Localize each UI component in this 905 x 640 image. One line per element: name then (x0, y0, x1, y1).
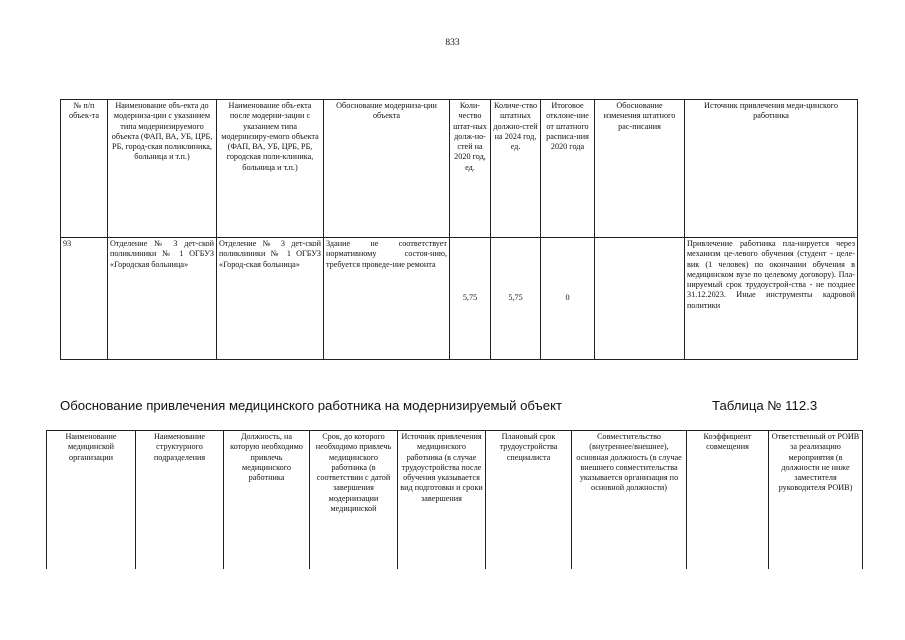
object-before: Отделение № 3 дет-ской поликлиники № 1 ОГБУЗ «Городская больница» (108, 238, 217, 360)
table-header-row (47, 431, 863, 569)
header-cell: Ответственный от РОИВ за реализацию мероприятия (в должности не ниже заместителя руководителя РОИВ) (769, 431, 863, 569)
modernization-reason: Здание не соответствует нормативному состоя-нию, требуется проведе-ние ремонта (324, 238, 450, 360)
object-number: 93 (61, 238, 108, 360)
header-cell: Источник привлечения медицинского работника (в случае трудоустройства после обучения указывается вид подготовки и сроки завершения (398, 431, 486, 569)
staff-2020: 5,75 (450, 238, 491, 360)
header-cell: Совместительство (внутреннее/внешнее), основная должность (в случае внешнего совместительства указывается организация по основной должности) (572, 431, 687, 569)
header-cell: Наименование структурного подразделения (136, 431, 224, 569)
table-row (61, 238, 858, 360)
table-label: Таблица № 112.3 (712, 398, 818, 413)
header-cell: Итоговое отклоне-ние от штатного расписа-ния 2020 года (541, 100, 595, 238)
header-cell: Обоснование изменения штатного рас-писания (595, 100, 685, 238)
header-cell: Должность, на которую необходимо привлечь медицинского работника (224, 431, 310, 569)
header-cell: Обоснование модерниза-ции объекта (324, 100, 450, 238)
recruitment-table (46, 430, 863, 569)
header-cell: Наименование объ-екта после модерни-зации с указанием типа модернизиру-емого объекта (ФАП, ВА, УБ, ЦРБ, РБ, городская поли-клиника, больница и т.п.) (217, 100, 324, 238)
header-cell: Коэффициент совмещения (687, 431, 769, 569)
table-header-row (61, 100, 858, 238)
header-cell: Наименование медицинской организации (47, 431, 136, 569)
staff-2024: 5,75 (491, 238, 541, 360)
change-reason (595, 238, 685, 360)
header-cell: Срок, до которого необходимо привлечь медицинского работника (в соответствии с датой завершения модернизации медицинской (310, 431, 398, 569)
header-cell: № п/п объек-та (61, 100, 108, 238)
page-number: 833 (445, 38, 460, 48)
header-cell: Источник привлечения меди-цинского работника (685, 100, 858, 238)
object-after: Отделение № 3 дет-ской поликлиники № 1 ОГБУЗ «Город-ская больница» (217, 238, 324, 360)
header-cell: Коли-чество штат-ных долж-но-стей на 2020 год, ед. (450, 100, 491, 238)
header-cell: Плановый срок трудоустройства специалиста (486, 431, 572, 569)
deviation: 0 (541, 238, 595, 360)
section-caption: Обоснование привлечения медицинского работника на модернизируемый объект (60, 398, 563, 413)
worker-source: Привлечение работника пла-нируется через механизм це-левого обучения (студент - целе-вик (1 человек) по окончании обучения в медицинском вузе по целевому договору). Пла-нируемый срок трудоустрой-ства - не позднее 31.12.2023. Иные инструменты кадровой политики (685, 238, 858, 360)
staffing-table (60, 99, 858, 360)
header-cell: Количе-ство штатных должно-стей на 2024 год, ед. (491, 100, 541, 238)
header-cell: Наименование объ-екта до модерниза-ции с указанием типа модернизируемого объекта (ФАП, ВА, УБ, ЦРБ, РБ, город-ская поликлиника, больница и т.п.) (108, 100, 217, 238)
